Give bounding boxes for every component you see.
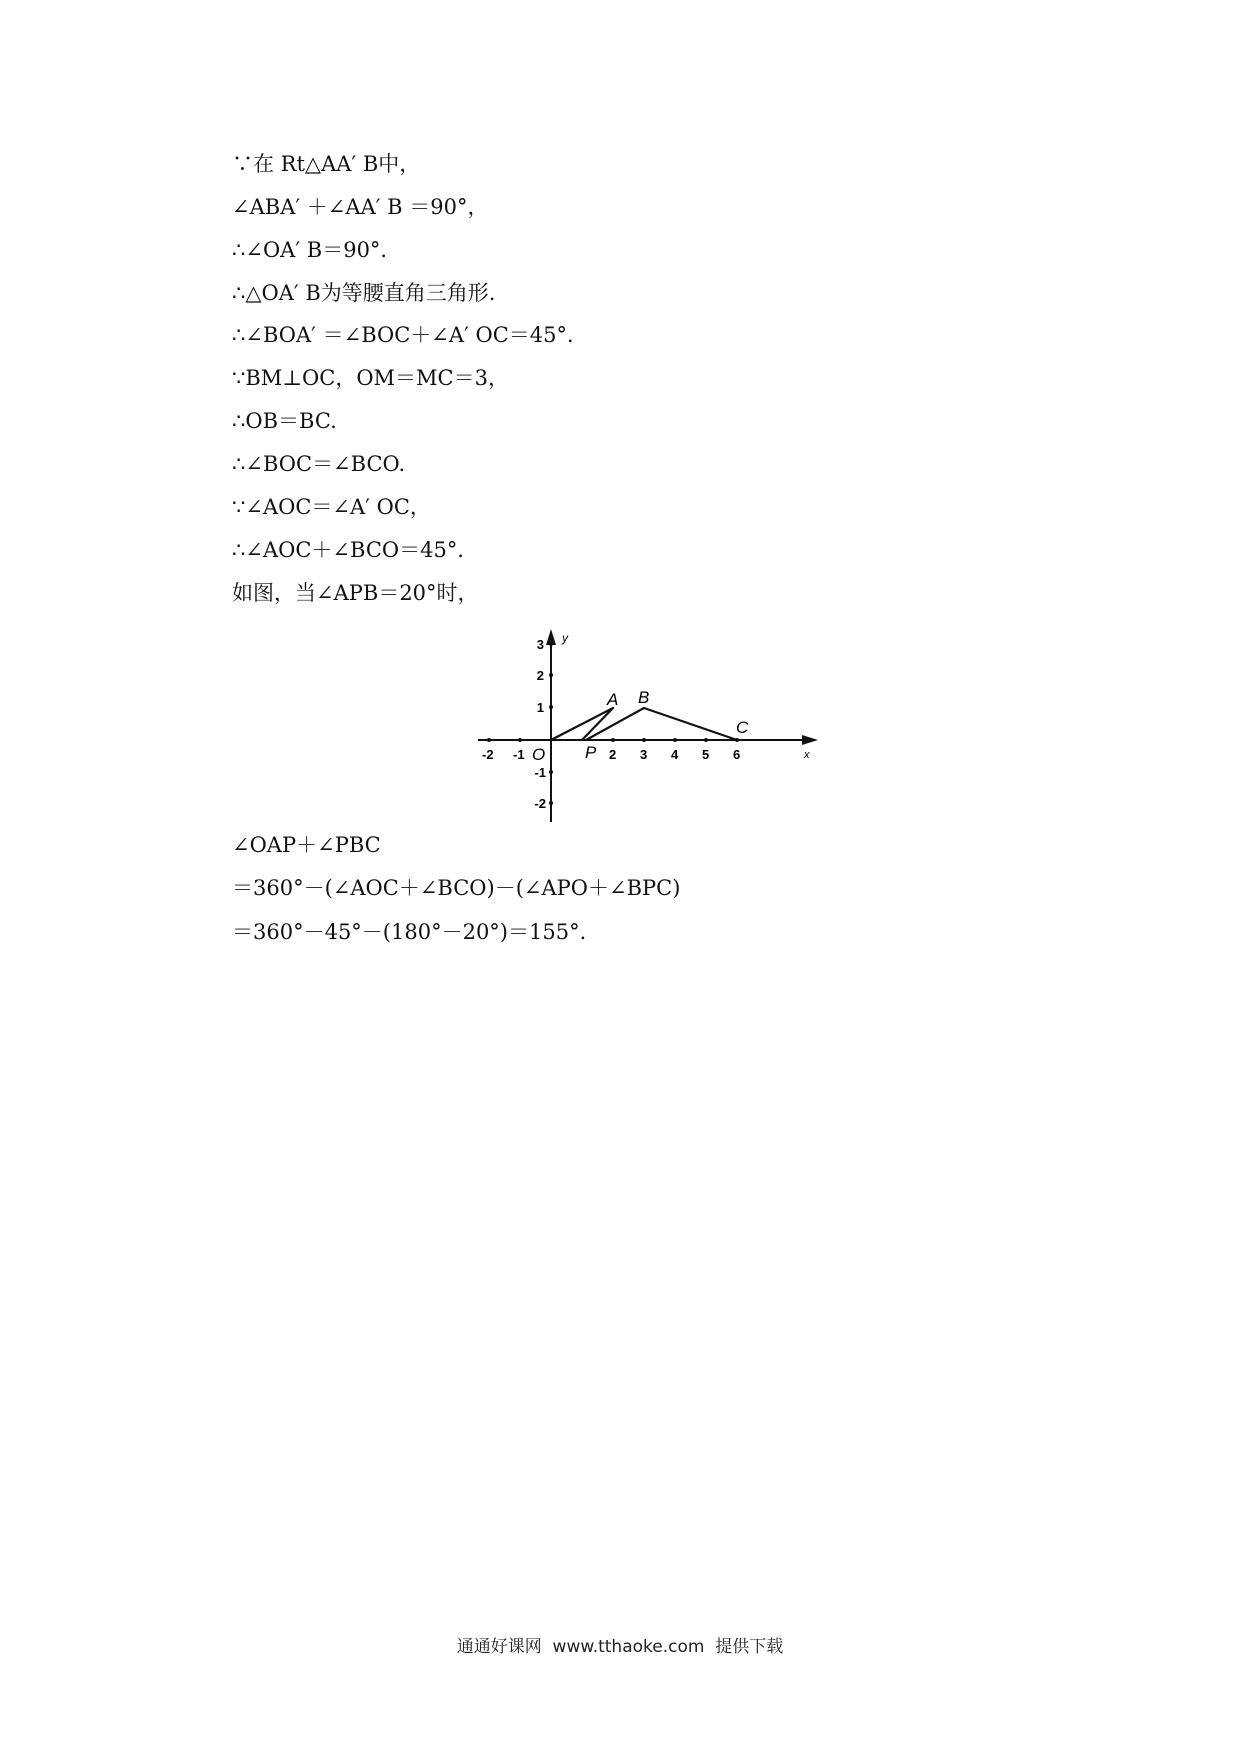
point-label-P: P	[585, 743, 597, 762]
solution-line: ∠ABA′ ＋∠AA′ B ＝90°，	[232, 195, 489, 219]
x-tick-label: 2	[609, 747, 617, 762]
segment-OA	[551, 708, 613, 740]
solution-line: ∴OB＝BC.	[232, 409, 337, 433]
solution-line: ∴∠OA′ B＝90°．	[232, 238, 402, 262]
y-tick	[549, 642, 553, 646]
segment-AP	[582, 708, 613, 740]
solution-line: ∴∠AOC＋∠BCO＝45°．	[232, 538, 479, 562]
y-tick	[549, 801, 553, 805]
solution-line: ∴∠BOA′ ＝∠BOC＋∠A′ OC＝45°．	[232, 323, 589, 347]
x-tick-label: -1	[513, 747, 525, 762]
segment-BC	[644, 708, 737, 740]
point-label-A: A	[607, 690, 619, 709]
conclusion-line: ∠OAP＋∠PBC	[232, 833, 381, 857]
point-label-C: C	[736, 718, 749, 737]
origin-label: O	[532, 745, 546, 764]
y-tick-label: 3	[536, 637, 544, 652]
segment-PB	[586, 708, 644, 740]
point-label-B: B	[638, 688, 650, 707]
solution-line: ∴∠BOC＝∠BCO.	[232, 452, 406, 476]
y-axis-label: y	[562, 631, 568, 645]
y-tick	[549, 705, 553, 709]
x-axis-label: x	[804, 749, 810, 761]
x-tick-label: 4	[671, 747, 679, 762]
conclusion-line: ＝360°－45°－(180°－20°)＝155°．	[232, 920, 601, 944]
x-tick	[518, 738, 522, 742]
y-tick-label: -2	[534, 796, 546, 811]
x-tick	[642, 738, 646, 742]
solution-line: ∵BM⊥OC，OM＝MC＝3，	[232, 366, 509, 390]
x-tick	[673, 738, 677, 742]
solution-line: ∵∠AOC＝∠A′ OC，	[232, 495, 431, 519]
x-tick	[487, 738, 491, 742]
solution-line: 如图，当∠APB＝20°时，	[232, 581, 479, 605]
coordinate-graph	[470, 625, 830, 825]
x-tick-label: -2	[482, 747, 494, 762]
x-tick-label: 3	[640, 747, 648, 762]
y-tick	[549, 770, 553, 774]
solution-line: ∴△OA′ B为等腰直角三角形.	[232, 281, 496, 305]
y-tick	[549, 673, 553, 677]
x-axis-arrow	[802, 735, 818, 745]
x-tick-label: 6	[733, 747, 741, 762]
x-tick	[704, 738, 708, 742]
y-tick-label: 1	[536, 700, 544, 715]
y-tick-label: 2	[536, 668, 544, 683]
y-tick-label: -1	[534, 765, 546, 780]
x-tick-label: 5	[702, 747, 710, 762]
solution-line: ∵在 Rt△AA′ B中，	[232, 152, 421, 176]
page-footer: 通通好课网 www.tthaoke.com 提供下载	[456, 1637, 784, 1657]
x-tick	[611, 738, 615, 742]
conclusion-line: ＝360°－(∠AOC＋∠BCO)－(∠APO＋∠BPC)	[232, 876, 681, 900]
